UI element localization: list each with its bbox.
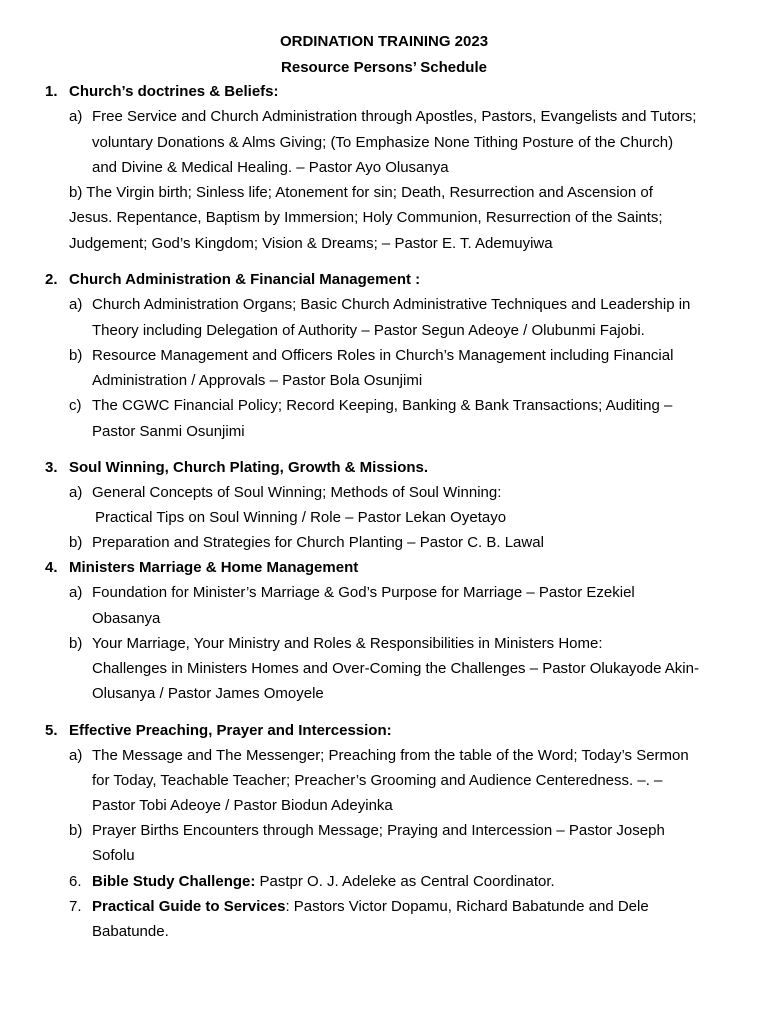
section-5-item-b-line: Prayer Births Encounters through Message; Praying and Intercession – Pastor Joseph [92, 822, 665, 839]
section-1-item-a-marker: a) [69, 108, 83, 125]
section-1-heading: Church’s doctrines & Beliefs: [69, 83, 279, 100]
document-title: ORDINATION TRAINING 2023 [279, 33, 489, 50]
section-5-item-a-line: for Today, Teachable Teacher; Preacher’s Grooming and Audience Centeredness. –. – [92, 772, 663, 789]
section-1-item-a-line: voluntary Donations & Alms Giving; (To Emphasize None Tithing Posture of the Church) [92, 134, 674, 151]
document-subtitle: Resource Persons’ Schedule [281, 59, 487, 76]
section-5-item-b-line: Sofolu [92, 847, 135, 864]
section-2-number: 2. [45, 271, 58, 288]
section-5-number: 5. [45, 722, 58, 739]
item-6-number: 6. [69, 873, 82, 890]
item-7-line [92, 897, 649, 917]
item-6-heading: Bible Study Challenge: [92, 873, 256, 890]
section-2-heading: Church Administration & Financial Management : [69, 271, 421, 288]
item-6-line [92, 872, 555, 892]
section-5-item-a-line: The Message and The Messenger; Preaching from the table of the Word; Today’s Sermon [92, 747, 689, 764]
section-1-number: 1. [45, 83, 58, 100]
section-2-item-b-marker: b) [69, 347, 83, 364]
section-4-heading: Ministers Marriage & Home Management [69, 559, 359, 576]
section-3-number: 3. [45, 459, 58, 476]
section-3-heading: Soul Winning, Church Plating, Growth & Missions. [69, 459, 429, 476]
item-7-text: : Pastors Victor Dopamu, Richard Babatunde and Dele [285, 898, 649, 915]
section-3-item-b-line: Preparation and Strategies for Church Planting – Pastor C. B. Lawal [92, 534, 544, 551]
section-5-item-a-marker: a) [69, 747, 83, 764]
section-2-item-c-line: Pastor Sanmi Osunjimi [92, 423, 245, 440]
section-3-item-a-line: General Concepts of Soul Winning; Methods of Soul Winning: [92, 484, 502, 501]
section-5-item-b-marker: b) [69, 822, 83, 839]
section-1-item-b-line: b) The Virgin birth; Sinless life; Atonement for sin; Death, Resurrection and Ascension of [69, 184, 653, 201]
section-5-item-a-line: Pastor Tobi Adeoye / Pastor Biodun Adeyinka [92, 797, 393, 814]
section-1-item-a-line: Free Service and Church Administration through Apostles, Pastors, Evangelists and Tutors; [92, 108, 697, 125]
section-1-item-b-line: Judgement; God’s Kingdom; Vision & Dreams; – Pastor E. T. Ademuyiwa [69, 235, 553, 252]
section-3-item-a-line: Practical Tips on Soul Winning / Role – Pastor Lekan Oyetayo [95, 509, 507, 526]
section-3-item-b-marker: b) [69, 534, 83, 551]
section-2-item-c-line: The CGWC Financial Policy; Record Keeping, Banking & Bank Transactions; Auditing – [92, 397, 673, 414]
section-1-item-a-line: and Divine & Medical Healing. – Pastor Ayo Olusanya [92, 159, 449, 176]
section-4-item-b-line: Challenges in Ministers Homes and Over-Coming the Challenges – Pastor Olukayode Akin- [92, 660, 699, 677]
section-2-item-a-line: Theory including Delegation of Authority – Pastor Segun Adeoye / Olubunmi Fajobi. [92, 322, 645, 339]
section-3-item-a-marker: a) [69, 484, 83, 501]
section-4-item-a-line: Foundation for Minister’s Marriage & God’s Purpose for Marriage – Pastor Ezekiel [92, 584, 635, 601]
section-2-item-b-line: Administration / Approvals – Pastor Bola Osunjimi [92, 372, 423, 389]
item-7-heading: Practical Guide to Services [92, 898, 286, 915]
section-4-item-a-line: Obasanya [92, 610, 161, 627]
item-7-number: 7. [69, 898, 82, 915]
section-4-item-b-marker: b) [69, 635, 83, 652]
section-4-item-a-marker: a) [69, 584, 83, 601]
section-2-item-b-line: Resource Management and Officers Roles in Church’s Management including Financial [92, 347, 674, 364]
item-7-line-2: Babatunde. [92, 923, 169, 940]
section-4-item-b-line: Olusanya / Pastor James Omoyele [92, 685, 324, 702]
section-2-item-a-marker: a) [69, 296, 83, 313]
section-2-item-a-line: Church Administration Organs; Basic Church Administrative Techniques and Leadership in [92, 296, 691, 313]
section-4-number: 4. [45, 559, 58, 576]
section-4-item-b-line: Your Marriage, Your Ministry and Roles & Responsibilities in Ministers Home: [92, 635, 603, 652]
item-6-text: Pastpr O. J. Adeleke as Central Coordinator. [255, 873, 555, 890]
section-2-item-c-marker: c) [69, 397, 82, 414]
section-1-item-b-line: Jesus. Repentance, Baptism by Immersion; Holy Communion, Resurrection of the Saints; [69, 209, 663, 226]
section-5-heading: Effective Preaching, Prayer and Intercession: [69, 722, 392, 739]
